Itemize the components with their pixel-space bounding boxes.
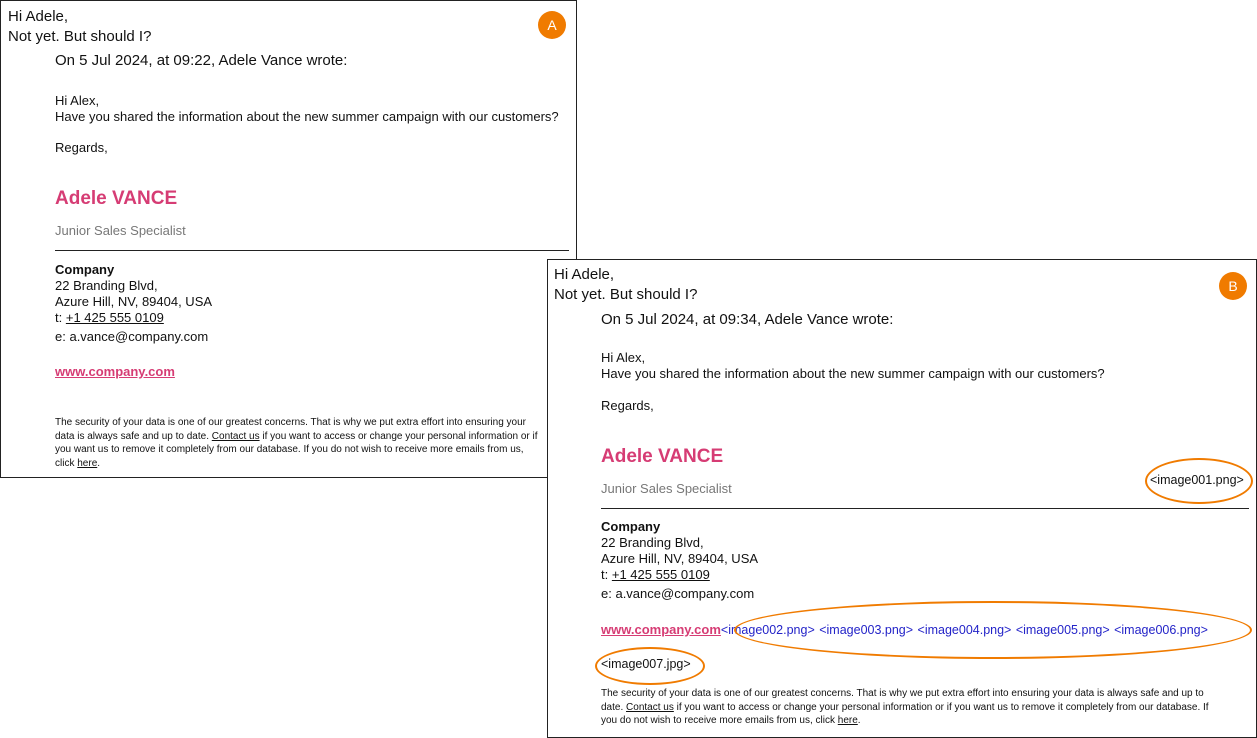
email-address[interactable]: a.vance@company.com: [615, 586, 755, 601]
address-line-1: 22 Branding Blvd,: [601, 535, 704, 550]
email-address[interactable]: a.vance@company.com: [69, 329, 209, 344]
quoted-greeting: Hi Alex,: [55, 93, 100, 108]
image-placeholder-1: <image001.png>: [1150, 473, 1244, 487]
address-line-2: Azure Hill, NV, 89404, USA: [601, 551, 759, 566]
disclaimer-line: The security of your data is one of our greatest concerns. That is why we put extra effort into ensuring your: [55, 417, 526, 428]
phone-row: [601, 567, 758, 583]
quote-header: On 5 Jul 2024, at 09:34, Adele Vance wrote:: [601, 311, 894, 328]
email-panel-a: [0, 0, 577, 478]
highlight-oval: [595, 647, 705, 685]
company-name: Company: [601, 519, 661, 534]
disclaimer-line: [55, 430, 538, 444]
disclaimer-text: you do not wish to receive more emails from us, click: [601, 715, 835, 726]
quote-header: On 5 Jul 2024, at 09:22, Adele Vance wrote:: [55, 52, 348, 69]
reply-line: Not yet. But should I?: [8, 28, 152, 45]
badge-b: B: [1219, 272, 1247, 300]
disclaimer-line: The security of your data is one of our greatest concerns. That is why we put extra effort into ensuring your data is always safe and up to: [601, 688, 1204, 699]
website-link[interactable]: www.company.com: [55, 364, 175, 379]
disclaimer-text: if you want to access or change your personal information or if you want us to remove it completely from our database. If: [676, 701, 1209, 713]
company-name: Company: [55, 262, 115, 277]
signature-title: Junior Sales Specialist: [601, 481, 732, 496]
address-line-2: Azure Hill, NV, 89404, USA: [55, 294, 213, 309]
contact-us-link[interactable]: Contact us: [626, 701, 674, 713]
highlight-oval: [734, 601, 1252, 659]
disclaimer-text: click: [55, 457, 75, 469]
disclaimer-text: .: [97, 457, 101, 469]
disclaimer: [601, 687, 1209, 728]
disclaimer-line: you want us to remove it completely from our database. If you do not wish to receive more emails from us,: [55, 444, 524, 455]
website-link[interactable]: www.company.com: [601, 622, 721, 637]
contact-us-link[interactable]: Contact us: [211, 430, 260, 442]
disclaimer-text: .: [857, 715, 861, 726]
disclaimer-line: [55, 457, 538, 471]
company-block: [601, 519, 758, 602]
image-placeholder-5: <image005.png>: [1015, 623, 1110, 637]
here-link[interactable]: here: [837, 715, 858, 726]
reply-line: Not yet. But should I?: [554, 286, 698, 303]
company-block: [55, 262, 212, 345]
email-label: e:: [55, 329, 66, 344]
phone-label: t:: [601, 567, 609, 582]
disclaimer-text: date.: [601, 701, 624, 713]
quoted-regards: Regards,: [601, 398, 654, 413]
signature-divider: [55, 250, 569, 251]
disclaimer: [55, 416, 538, 470]
disclaimer-line: [601, 714, 1209, 728]
image-placeholder-3: <image003.png>: [819, 623, 914, 637]
signature-title: Junior Sales Specialist: [55, 223, 186, 238]
badge-a: A: [538, 11, 566, 39]
quoted-question: Have you shared the information about the new summer campaign with our customers?: [601, 366, 1105, 381]
address-line-1: 22 Branding Blvd,: [55, 278, 158, 293]
disclaimer-text: if you want to access or change your personal information or if: [262, 430, 538, 442]
greeting-line: Hi Adele,: [8, 8, 69, 25]
email-row: [55, 329, 212, 345]
image-placeholder-2: <image002.png>: [720, 623, 815, 637]
email-row: [601, 586, 758, 602]
image-placeholder-6: <image006.png>: [1114, 623, 1208, 637]
quoted-regards: Regards,: [55, 140, 108, 155]
greeting-line: Hi Adele,: [554, 266, 615, 283]
disclaimer-line: [601, 701, 1209, 715]
here-link[interactable]: here: [77, 457, 98, 469]
image-placeholder-7: <image007.jpg>: [601, 657, 691, 671]
image-placeholder-4: <image004.png>: [917, 623, 1012, 637]
signature-divider: [601, 508, 1249, 509]
phone-label: t:: [55, 310, 63, 325]
signature-name: Adele VANCE: [601, 446, 724, 467]
quoted-question: Have you shared the information about the new summer campaign with our customers?: [55, 109, 559, 124]
phone-row: [55, 310, 212, 326]
phone-link[interactable]: +1 425 555 0109: [65, 310, 164, 325]
email-label: e:: [601, 586, 612, 601]
email-panel-b: [547, 259, 1257, 738]
signature-name: Adele VANCE: [55, 188, 178, 209]
phone-link[interactable]: +1 425 555 0109: [611, 567, 710, 582]
highlight-oval: [1145, 458, 1253, 504]
disclaimer-text: data is always safe and up to date.: [55, 430, 209, 442]
quoted-greeting: Hi Alex,: [601, 350, 646, 365]
